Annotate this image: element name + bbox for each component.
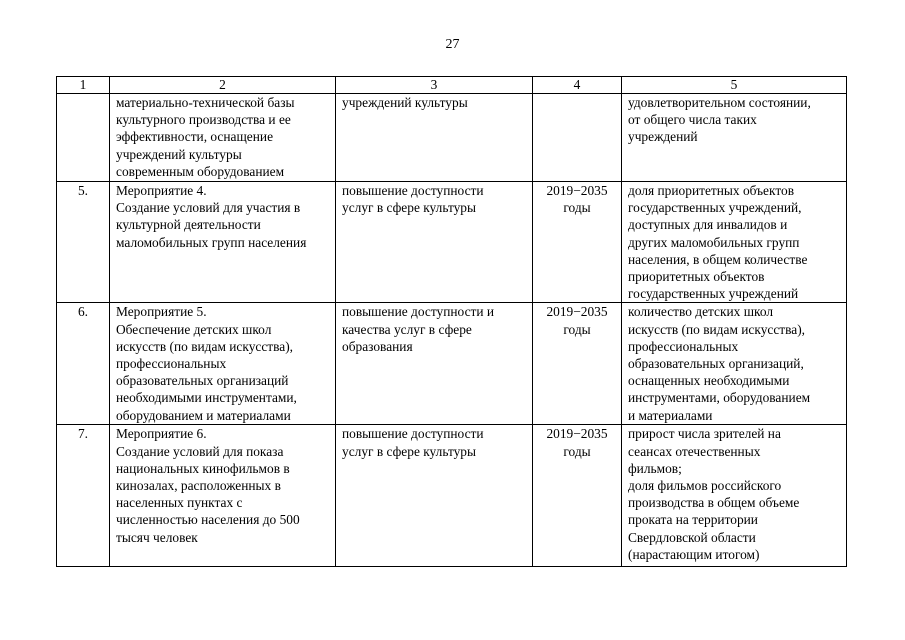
cell-text-line: Мероприятие 5. [116, 304, 207, 320]
cell-text-line: и материалами [628, 407, 713, 423]
cell-text-line: культурного производства и ее [116, 112, 291, 128]
goal-cell [336, 182, 533, 303]
table-row [57, 303, 847, 425]
cell-text-line: качества услуг в сфере [342, 321, 472, 337]
cell-text-line: прирост числа зрителей на [628, 426, 781, 442]
row-number [57, 94, 110, 182]
table-header-row [57, 77, 847, 94]
cell-text-line: 2019−2035 [546, 426, 608, 442]
cell-text-line: культурной деятельности [116, 217, 261, 233]
indicator-cell [622, 182, 847, 303]
cell-text-line: проката на территории [628, 512, 758, 528]
cell-text-line: кинозалах, расположенных в [116, 478, 281, 494]
header-cell-1: 1 [57, 77, 110, 94]
cell-text-line: доступных для инвалидов и [628, 217, 788, 233]
cell-text-line: Создание условий для показа [116, 443, 284, 459]
cell-text-line: 2019−2035 [546, 183, 608, 198]
row-number: 5. [57, 182, 110, 303]
cell-text-line: искусств (по видам искусства), [628, 321, 806, 337]
cell-text-line: повышение доступности и [342, 304, 495, 320]
cell-text-line: доля фильмов российского [628, 478, 782, 494]
header-cell-2: 2 [110, 77, 336, 94]
cell-text-line: современным оборудованием [116, 163, 285, 179]
cell-text-line: образовательных организаций, [628, 356, 804, 372]
cell-text-line: численностью населения до 500 [116, 512, 300, 528]
cell-text-line: 2019−2035 [546, 304, 608, 320]
table-row [57, 94, 847, 182]
header-cell-5: 5 [622, 77, 847, 94]
cell-text-line: необходимыми инструментами, [116, 390, 297, 406]
goal-cell [336, 303, 533, 425]
table-row [57, 425, 847, 567]
cell-text-line: учреждений культуры [116, 146, 242, 162]
period-cell [533, 182, 622, 303]
cell-text-line: от общего числа таких [628, 112, 757, 128]
indicator-cell [622, 94, 847, 182]
cell-text-line: (нарастающим итогом) [628, 546, 760, 562]
cell-text-line: профессиональных [628, 338, 739, 354]
cell-text-line: Свердловской области [628, 529, 756, 545]
cell-text-line: услуг в сфере культуры [342, 443, 477, 459]
cell-text-line: фильмов; [628, 460, 682, 476]
cell-text-line: годы [563, 321, 591, 337]
cell-text-line: тысяч человек [116, 529, 198, 545]
cell-text-line: образования [342, 338, 413, 354]
cell-text-line: повышение доступности [342, 426, 484, 442]
period-cell [533, 425, 622, 567]
period-cell [533, 303, 622, 425]
cell-text-line: годы [563, 200, 591, 216]
cell-text-line: Обеспечение детских школ [116, 321, 272, 337]
cell-text-line: доля приоритетных объектов [628, 183, 795, 198]
cell-text-line: государственных учреждений [628, 286, 799, 302]
row-number: 7. [57, 425, 110, 567]
program-table [56, 76, 847, 567]
period-cell [533, 94, 622, 182]
activity-cell [110, 303, 336, 425]
activity-cell [110, 425, 336, 567]
cell-text-line: искусств (по видам искусства), [116, 338, 294, 354]
cell-text-line: учреждений культуры [342, 95, 468, 110]
cell-text-line: учреждений [628, 129, 698, 145]
cell-text-line: материально-технической базы [116, 95, 295, 110]
cell-text-line: профессиональных [116, 356, 227, 372]
indicator-cell [622, 303, 847, 425]
cell-text-line: эффективности, оснащение [116, 129, 274, 145]
cell-text-line: других маломобильных групп [628, 234, 800, 250]
cell-text-line: повышение доступности [342, 183, 484, 198]
cell-text-line: населения, в общем количестве [628, 251, 808, 267]
cell-text-line: Мероприятие 4. [116, 183, 207, 198]
cell-text-line: удовлетворительном состоянии, [628, 95, 811, 110]
cell-text-line: населенных пунктах с [116, 495, 243, 511]
cell-text-line: годы [563, 443, 591, 459]
cell-text-line: услуг в сфере культуры [342, 200, 477, 216]
cell-text-line: оборудованием и материалами [116, 407, 291, 423]
cell-text-line: национальных кинофильмов в [116, 460, 290, 476]
cell-text-line: сеансах отечественных [628, 443, 761, 459]
cell-text-line: количество детских школ [628, 304, 774, 320]
cell-text-line: Мероприятие 6. [116, 426, 207, 442]
header-cell-4: 4 [533, 77, 622, 94]
cell-text-line: маломобильных групп населения [116, 234, 307, 250]
activity-cell [110, 94, 336, 182]
goal-cell [336, 94, 533, 182]
cell-text-line: образовательных организаций [116, 373, 289, 389]
cell-text-line: государственных учреждений, [628, 200, 802, 216]
cell-text-line: инструментами, оборудованием [628, 390, 811, 406]
cell-text-line: приоритетных объектов [628, 269, 765, 285]
page-number: 27 [445, 37, 460, 52]
indicator-cell [622, 425, 847, 567]
row-number: 6. [57, 303, 110, 425]
table-row [57, 182, 847, 303]
cell-text-line: Создание условий для участия в [116, 200, 301, 216]
cell-text-line: производства в общем объеме [628, 495, 800, 511]
cell-text-line: оснащенных необходимыми [628, 373, 790, 389]
activity-cell [110, 182, 336, 303]
goal-cell [336, 425, 533, 567]
header-cell-3: 3 [336, 77, 533, 94]
